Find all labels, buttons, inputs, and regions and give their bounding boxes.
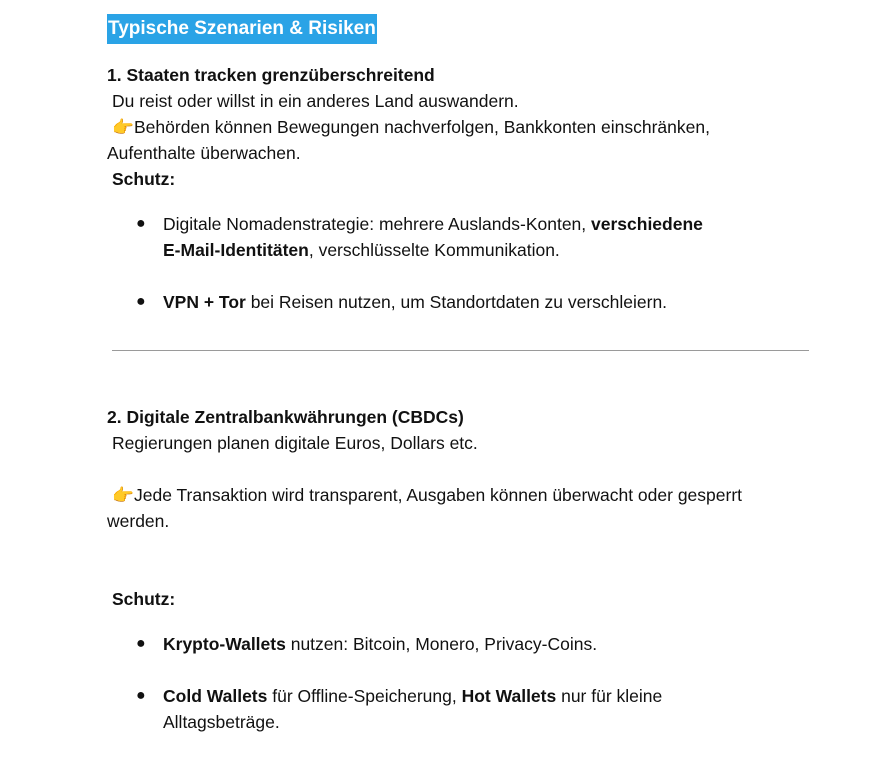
section-2-intro: Regierungen planen digitale Euros, Dollars etc. bbox=[112, 433, 478, 453]
horizontal-divider bbox=[112, 350, 809, 351]
bullet-icon: ● bbox=[136, 215, 146, 232]
text-segment: , verschlüsselte Kommunikation. bbox=[308, 240, 560, 260]
risk-text: Jede Transaktion wird transparent, Ausgaben können überwacht oder gesperrt bbox=[134, 485, 743, 505]
section-1-risk-line-1 bbox=[112, 114, 710, 140]
list-item bbox=[136, 211, 796, 263]
bold-segment: VPN + Tor bbox=[163, 292, 246, 312]
list-item-text bbox=[163, 631, 783, 657]
text-segment: Alltagsbeträge. bbox=[163, 712, 280, 732]
text-segment: bei Reisen nutzen, um Standortdaten zu verschleiern. bbox=[245, 292, 668, 312]
bold-segment: verschiedene bbox=[591, 214, 703, 234]
section-1-protection-label: Schutz: bbox=[112, 169, 176, 189]
list-item bbox=[136, 289, 796, 315]
pointing-hand-icon: 👉 bbox=[112, 117, 134, 137]
section-2-title: 2. Digitale Zentralbankwährungen (CBDCs) bbox=[107, 407, 464, 427]
list-item-text bbox=[163, 289, 783, 315]
pointing-hand-icon: 👉 bbox=[112, 485, 134, 505]
bullet-icon: ● bbox=[136, 687, 146, 704]
text-segment: nur für kleine bbox=[556, 686, 663, 706]
bold-segment: Krypto-Wallets bbox=[163, 634, 286, 654]
bullet-icon: ● bbox=[136, 635, 146, 652]
section-2-risk-line-1 bbox=[112, 482, 742, 508]
list-item-text bbox=[163, 211, 783, 263]
risk-text: Behörden können Bewegungen nachverfolgen, Bankkonten einschränken, bbox=[134, 117, 710, 137]
bold-segment: Cold Wallets bbox=[163, 686, 268, 706]
section-2-protection-label: Schutz: bbox=[112, 589, 176, 609]
bullet-icon: ● bbox=[136, 293, 146, 310]
page-title: Typische Szenarien & Risiken bbox=[107, 14, 377, 44]
list-item bbox=[136, 683, 796, 735]
section-1-risk-line-2: Aufenthalte überwachen. bbox=[107, 143, 301, 163]
section-2-risk-line-2: werden. bbox=[107, 511, 170, 531]
bold-segment: E-Mail-Identitäten bbox=[163, 240, 309, 260]
text-segment: nutzen: Bitcoin, Monero, Privacy-Coins. bbox=[285, 634, 598, 654]
list-item-text bbox=[163, 683, 783, 735]
text-segment: für Offline-Speicherung, bbox=[267, 686, 462, 706]
bold-segment: Hot Wallets bbox=[461, 686, 557, 706]
section-1-title: 1. Staaten tracken grenzüberschreitend bbox=[107, 65, 435, 85]
text-segment: Digitale Nomadenstrategie: mehrere Auslands-Konten, bbox=[163, 214, 592, 234]
list-item bbox=[136, 631, 796, 657]
section-1-intro: Du reist oder willst in ein anderes Land auswandern. bbox=[112, 91, 519, 111]
